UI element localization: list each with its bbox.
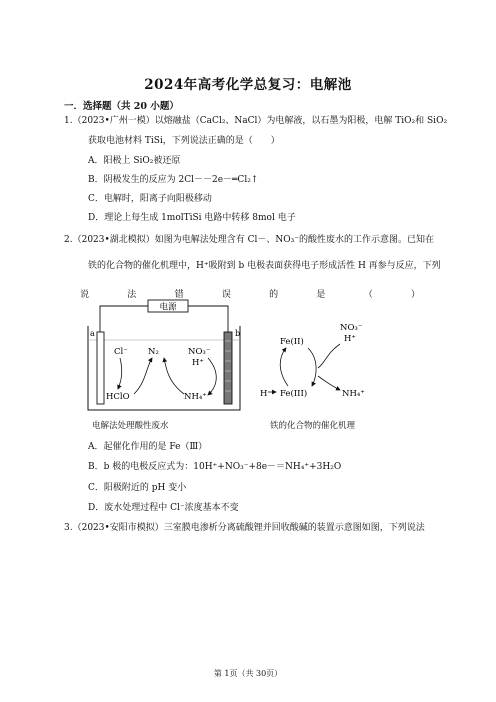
chloride-ion-label: Cl⁻ [114, 347, 128, 357]
electrode-a-label: a [90, 329, 95, 338]
wire-right [188, 306, 228, 332]
active-h-label: H [260, 389, 268, 399]
caption-mechanism: 铁的化合物的催化机理 [270, 421, 356, 431]
arrow-nh4-to-n2 [164, 358, 184, 394]
q2-option-b: B．b 极的电极反应式为：10H⁺+NO₃⁻+8e－＝NH₄⁺+3H₂O [88, 462, 342, 472]
q2-stem-char: 法 [127, 290, 137, 300]
q2-stem-char: 说 [80, 290, 90, 300]
q2-stem-char: （ [363, 290, 373, 300]
mech-nitrate-label: NO₃⁻ [340, 323, 363, 333]
nitrate-ion-label: NO₃⁻ [188, 347, 211, 357]
wire-left [100, 306, 148, 332]
q2-stem-char: 的 [269, 290, 279, 300]
power-supply-label: 电源 [159, 302, 177, 313]
q1-option-d: D．理论上每生成 1molTiSi 电路中转移 8mol 电子 [88, 213, 296, 223]
q2-stem-line1: 2.（2023•湖北模拟）如图为电解法处理含有 Cl－、NO₃⁻的酸性废水的工作示意图。已知在 [64, 235, 435, 245]
page-title: 2024年高考化学总复习：电解池 [144, 77, 352, 93]
arrow-no3-in [318, 344, 340, 368]
mech-h-plus-label: H⁺ [344, 334, 356, 344]
q2-stem-char: 误 [221, 290, 231, 300]
arrow-hclo-to-n2 [134, 358, 152, 394]
ammonium-label: NH₄⁺ [184, 392, 207, 402]
q1-option-b: B．阴极发生的反应为 2Cl－－2e－═Cl₂↑ [88, 175, 259, 185]
q2-option-c: C．阳极附近的 pH 变小 [88, 483, 187, 493]
q1-option-c: C．电解时，阳离子向阳极移动 [88, 194, 212, 204]
q2-option-d: D．废水处理过程中 Cl⁻浓度基本不变 [88, 503, 239, 513]
fe2-label: Fe(II) [280, 337, 304, 347]
arrow-fe2-to-fe3 [308, 348, 316, 386]
catalysis-mechanism-diagram [260, 296, 400, 414]
q2-stem-char: 是 [316, 290, 326, 300]
electrolysis-diagram [84, 296, 254, 414]
electrode-b [224, 332, 232, 404]
arrow-cl-to-hclo [118, 358, 122, 389]
section-heading: 一．选择题（共 20 小题） [64, 101, 179, 112]
q1-stem-line2: 获取电池材料 TiSi，下列说法正确的是（ ） [88, 136, 280, 146]
electrode-b-label: b [235, 329, 241, 338]
arrow-no3-to-nh4 [208, 358, 216, 395]
mech-ammonium-label: NH₄⁺ [342, 389, 365, 399]
page-footer: 第 1页（共 30页） [213, 669, 283, 678]
hydrogen-ion-label: H⁺ [192, 358, 204, 368]
q2-stem-line2: 铁的化合物的催化机理中，H⁺吸附到 b 电极表面获得电子形成活性 H 再参与反应，下列 [88, 261, 441, 271]
q2-stem-char: 错 [174, 290, 184, 300]
nitrogen-label: N₂ [148, 347, 159, 357]
q2-option-a: A．起催化作用的是 Fe（Ⅲ） [88, 442, 208, 452]
q3-stem-line1: 3.（2023•安阳市模拟）三室膜电渗析分离硫酸锂并回收酸碱的装置示意图如图，下列说法 [64, 523, 425, 533]
q1-stem-line1: 1.（2023•广州一模）以熔融盐（CaCl₂、NaCl）为电解液，以石墨为阳极，电解 TiO₂和 SiO₂ [64, 116, 448, 126]
arrow-fe3-to-fe2 [280, 348, 288, 386]
q1-option-a: A．阳极上 SiO₂被还原 [88, 156, 181, 166]
caption-electrolysis: 电解法处理酸性废水 [92, 421, 169, 431]
hclo-label: HClO [106, 392, 130, 402]
electrode-a [97, 332, 104, 404]
fe3-label: Fe(III) [280, 389, 308, 399]
arrow-nh4-out [318, 376, 340, 390]
q2-stem-char: ） [410, 290, 420, 300]
